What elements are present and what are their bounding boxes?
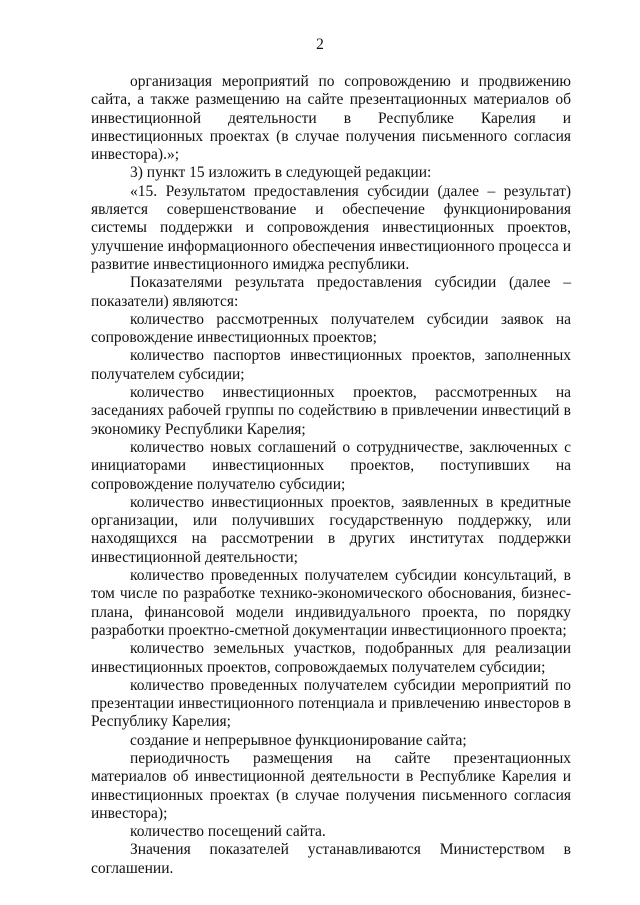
paragraph-indicator: количество земельных участков, подобранных для реализации инвестиционных проектов, сопровождаемых получателем субсидии; (91, 640, 571, 676)
paragraph-item-3: 3) пункт 15 изложить в следующей редакции: (130, 164, 432, 182)
paragraph-indicator: количество инвестиционных проектов, заявленных в кредитные организации, или получивших государственную поддержку, или находящихся на рассмотрении в других институтах поддержки инвестиционной деятельности; (91, 493, 571, 566)
page-number: 2 (316, 36, 324, 53)
paragraph-indicator: количество паспортов инвестиционных проектов, заполненных получателем субсидии; (91, 347, 571, 383)
paragraph-indicator: количество проведенных получателем субсидии мероприятий по презентации инвестиционного потенциала и привлечению инвесторов в Республику Карелия; (91, 676, 571, 731)
paragraph-indicator: количество посещений сайта. (130, 823, 326, 841)
document-body (91, 73, 571, 878)
paragraph-point-15: «15. Результатом предоставления субсидии (далее – результат) является совершенствование и обеспечение функционирования системы поддержки и сопровождения инвестиционных проектов, улучшение информационного обеспечения инвестиционного процесса и развитие инвестиционного имиджа республики. (91, 182, 571, 273)
paragraph-indicator: количество инвестиционных проектов, рассмотренных на заседаниях рабочей группы по содействию в привлечении инвестиций в экономику Республики Карелия; (91, 384, 571, 438)
paragraph-indicators-intro: Показателями результата предоставления субсидии (далее – показатели) являются: (91, 274, 571, 310)
paragraph-continuation: организация мероприятий по сопровождению и продвижению сайта, а также размещению на сайте презентационных материалов об инвестиционной деятельности в Республике Карелия и инвестиционных проектах (в случае получения письменного согласия инвестора).»; (91, 73, 571, 164)
paragraph-indicator: количество проведенных получателем субсидии консультаций, в том числе по разработке технико-экономического обоснования, бизнес-плана, финансовой модели индивидуального проекта, по порядку разработки проектно-сметной документации инвестиционного проекта; (91, 567, 571, 639)
paragraph-indicator: периодичность размещения на сайте презентационных материалов об инвестиционной деятельности в Республике Карелия и инвестиционных проектах (в случае получения письменного согласия инвестора); (91, 749, 571, 822)
paragraph-indicator: создание и непрерывное функционирование сайта; (130, 731, 467, 749)
paragraph-indicator: количество новых соглашений о сотрудничестве, заключенных с инициаторами инвестиционных проектов, поступивших на сопровождение получателю субсидии; (91, 438, 571, 493)
paragraph-indicator: количество рассмотренных получателем субсидии заявок на сопровождение инвестиционных проектов; (91, 310, 571, 347)
paragraph-values: Значения показателей устанавливаются Министерством в соглашении. (91, 841, 571, 877)
